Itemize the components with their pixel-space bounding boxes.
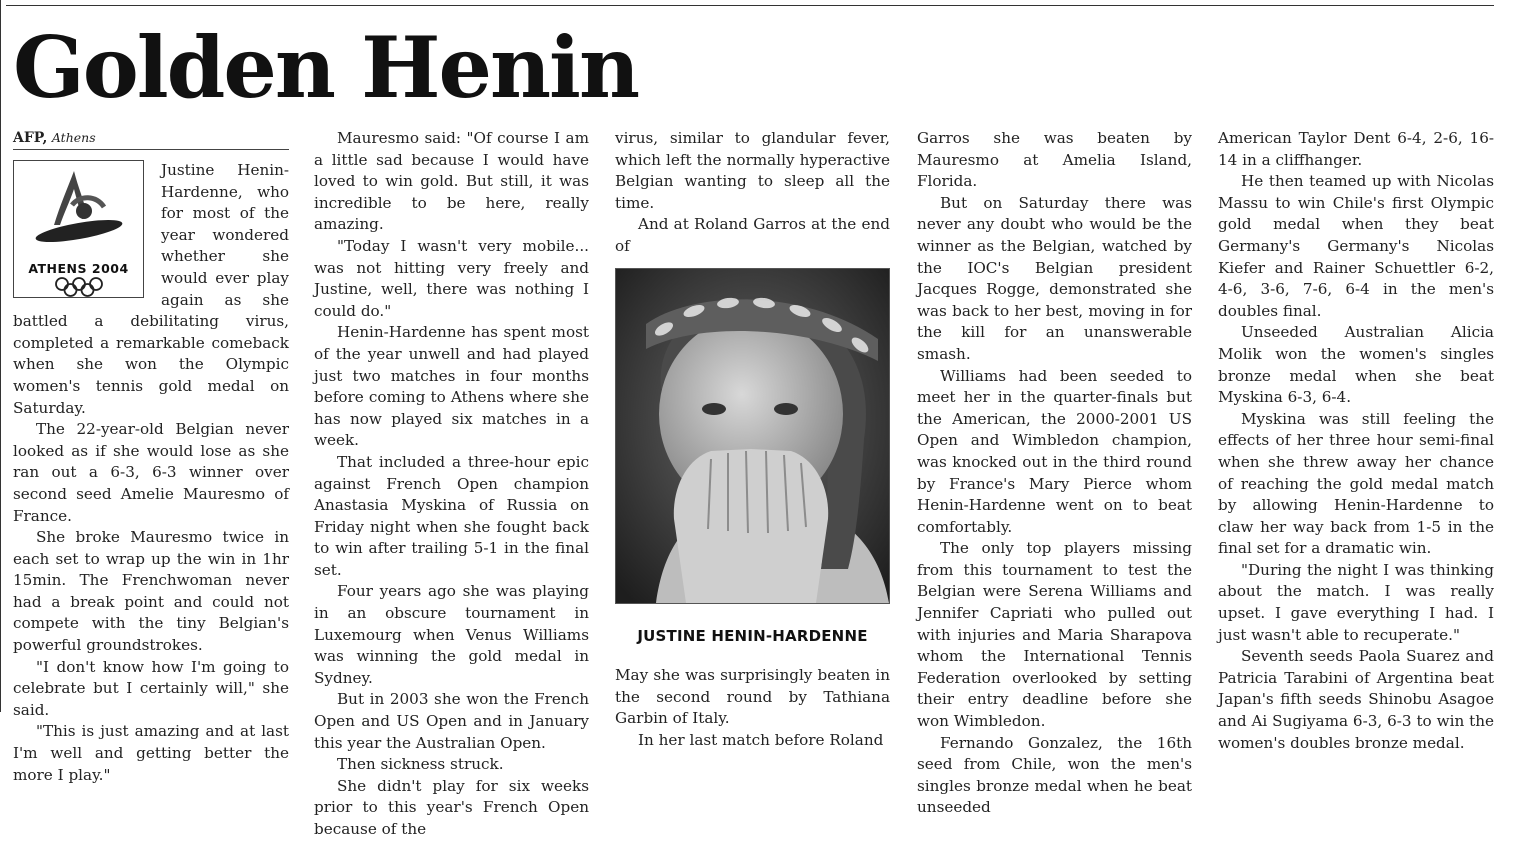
paragraph: American Taylor Dent 6-4, 2-6, 16-14 in a cliffhanger. (1218, 129, 1494, 169)
paragraph: Henin-Hardenne has spent most of the year unwell and had played just two matches in four months before coming to Athens where she has now played six matches in a week. (314, 323, 589, 450)
paragraph: He then teamed up with Nicolas Massu to win Chile's first Olympic gold medal when they beat Germany's Germany's Nicolas Kiefer and Rainer Schuettler 6-2, 4-6, 3-6, 7-6, 6-4 in the men's doubles final. (1218, 172, 1494, 320)
paragraph: Williams had been seeded to meet her in the quarter-finals but the American, the 2000-2001 US Open and Wimbledon champion, was knocked out in the third round by France's Mary Pierce whom Henin-Hardenne went on to beat comfortably. (917, 366, 1192, 536)
paragraph: "Today I wasn't very mobile... was not hitting very freely and Justine, well, there was nothing I could do." (314, 236, 589, 320)
article-column-3 (615, 128, 890, 752)
paragraph: "This is just amazing and at last I'm well and getting better the more I play." (13, 722, 289, 784)
paragraph: Four years ago she was playing in an obscure tournament in Luxemourg when Venus Williams was winning the gold medal in Sydney. (314, 582, 589, 687)
byline-place: Athens (51, 130, 96, 145)
paragraph: That included a three-hour epic against French Open champion Anastasia Myskina of Russia on Friday night when she fought back to win after trailing 5-1 in the final set. (314, 452, 589, 579)
paragraph: Mauresmo said: "Of course I am a little sad because I would have loved to win gold. But still, it was incredible to be here, really amazing. (314, 129, 589, 234)
paragraph: virus, similar to glandular fever, which left the normally hyperactive Belgian wanting to sleep all the time. (615, 129, 890, 212)
portrait-photo-icon (616, 269, 889, 603)
photo-caption: JUSTINE HENIN-HARDENNE (637, 626, 868, 645)
paragraph: May she was surprisingly beaten in the second round by Tathiana Garbin of Italy. (615, 666, 890, 728)
paragraph: Myskina was still feeling the effects of her three hour semi-final when she threw away her chance of reaching the gold medal match by allowing Henin-Hardenne to claw her way back from 1-5 in the final set for a dramatic win. (1218, 409, 1494, 558)
top-rule (6, 5, 1494, 6)
article-column-1 (13, 128, 289, 786)
byline-rule (13, 149, 289, 150)
paragraph: But on Saturday there was never any doubt who would be the winner as the Belgian, watched by the IOC's Belgian president Jacques Rogge, demonstrated she was back to her best, moving in for the kill for an unanswerable smash. (917, 193, 1192, 363)
paragraph: Seventh seeds Paola Suarez and Patricia Tarabini of Argentina beat Japan's fifth seeds Shinobu Asagoe and Ai Sugiyama 6-3, 6-3 to win the women's doubles bronze medal. (1218, 647, 1494, 752)
paragraph: Unseeded Australian Alicia Molik won the women's singles bronze medal when she beat Myskina 6-3, 6-4. (1218, 323, 1494, 407)
paragraph: She broke Mauresmo twice in each set to wrap up the win in 1hr 15min. The Frenchwoman never had a break point and could not compete with the tiny Belgian's powerful groundstrokes. (13, 528, 289, 655)
paragraph: Fernando Gonzalez, the 16th seed from Chile, won the men's singles bronze medal when he beat unseeded (917, 733, 1192, 817)
paragraph: And at Roland Garros at the end of (615, 215, 890, 255)
article-column-5 (1218, 128, 1494, 754)
article-column-2 (314, 128, 589, 841)
olympic-rings-icon (53, 277, 105, 297)
article-column-4 (917, 128, 1192, 819)
byline (13, 128, 289, 148)
paragraph: But in 2003 she won the French Open and US Open and in January this year the Australian Open. (314, 690, 589, 752)
paragraph: Garros she was beaten by Mauresmo at Amelia Island, Florida. (917, 129, 1192, 191)
paragraph: Then sickness struck. (337, 755, 504, 774)
photo-justine-henin-hardenne (615, 268, 890, 604)
paragraph: The 22-year-old Belgian never looked as if she would lose as she ran out a 6-3, 6-3 winner over second seed Amelie Mauresmo of France. (13, 420, 289, 525)
athens-2004-logo (13, 160, 144, 298)
headline: Golden Henin (13, 18, 639, 117)
paragraph: The only top players missing from this tournament to test the Belgian were Serena Williams and Jennifer Capriati who pulled out with injuries and Maria Sharapova whom the International Tennis Federation overlooked by setting their entry deadline before she won Wimbledon. (917, 539, 1192, 731)
athens-emblem-icon (24, 165, 134, 257)
paragraph: Justine Henin-Hardenne, who for most of the year wondered whether she would ever play again as she battled a debilitating virus, completed a remarkable comeback when she won the Olympic women's tennis gold medal on Saturday. (13, 161, 289, 417)
left-rule (0, 0, 1, 712)
byline-agency: AFP, (13, 130, 48, 146)
paragraph: "During the night I was thinking about the match. I was really upset. I gave everything I had. I just wasn't able to recuperate." (1218, 560, 1494, 644)
paragraph: "I don't know how I'm going to celebrate but I certainly will," she said. (13, 657, 289, 719)
paragraph: In her last match before Roland (638, 730, 884, 749)
paragraph: She didn't play for six weeks prior to this year's French Open because of the (314, 776, 589, 838)
logo-text: ATHENS 2004 (28, 261, 129, 276)
